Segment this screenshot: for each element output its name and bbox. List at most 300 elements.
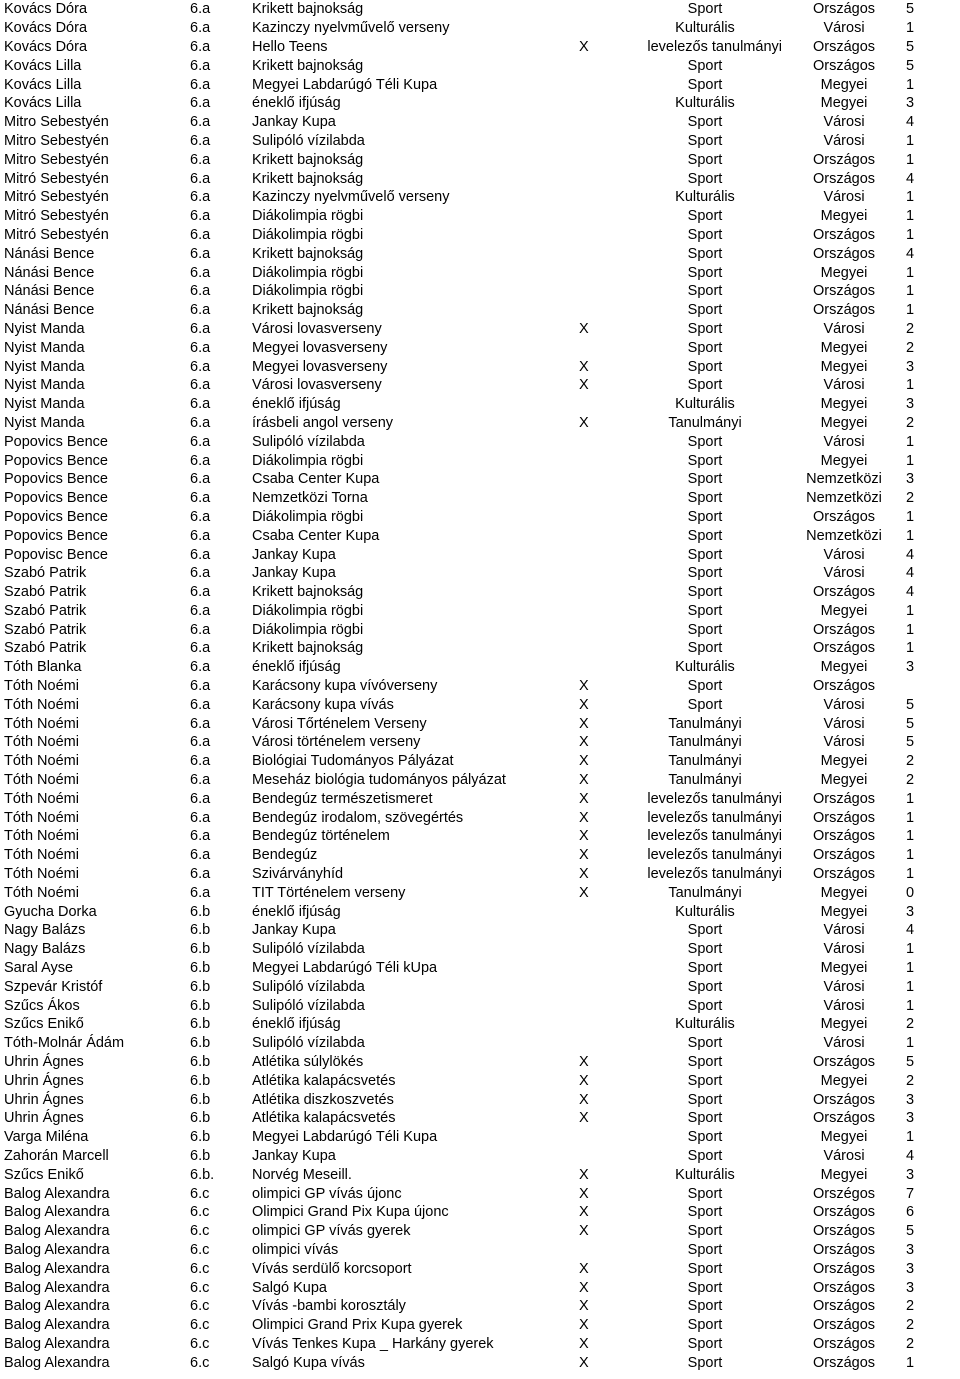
placement-cell: 1 bbox=[906, 508, 915, 525]
student-name-cell: Tóth Noémi bbox=[4, 790, 79, 807]
level-cell: Országos bbox=[812, 508, 876, 525]
placement-cell: 1 bbox=[906, 433, 915, 450]
mark-cell bbox=[578, 94, 628, 113]
placement-cell: 3 bbox=[906, 1091, 915, 1108]
level-cell: Országos bbox=[812, 1204, 876, 1221]
student-name-cell: Gyucha Dorka bbox=[4, 903, 97, 920]
level-cell: Városi bbox=[823, 1035, 865, 1052]
student-name-cell: Balog Alexandra bbox=[4, 1241, 110, 1258]
table-row bbox=[0, 996, 960, 1015]
mark-cell: X bbox=[579, 866, 589, 883]
table-row bbox=[0, 0, 960, 19]
mark-cell bbox=[578, 451, 628, 470]
table-row bbox=[0, 639, 960, 658]
student-name-cell: Szabó Patrik bbox=[4, 602, 87, 619]
class-cell: 6.a bbox=[190, 866, 211, 883]
table-row bbox=[0, 1034, 960, 1053]
placement-cell: 3 bbox=[906, 659, 915, 676]
category-cell: Sport bbox=[687, 226, 723, 243]
student-name-cell: Zahorán Marcell bbox=[4, 1148, 109, 1164]
competition-cell: Nemzetközi Torna bbox=[252, 490, 368, 507]
class-cell: 6.a bbox=[190, 170, 211, 187]
placement-cell: 3 bbox=[906, 396, 915, 413]
student-name-cell: Mitro Sebestyén bbox=[4, 132, 109, 149]
placement-cell: 1 bbox=[906, 809, 915, 826]
competition-cell: Szivárványhíd bbox=[252, 866, 344, 883]
student-name-cell: Mitró Sebestyén bbox=[4, 208, 109, 225]
category-cell: levelezős tanulmányi bbox=[647, 38, 782, 55]
competition-cell: Karácsony kupa vívóverseny bbox=[252, 678, 438, 695]
student-name-cell: Balog Alexandra bbox=[4, 1298, 110, 1315]
table-row bbox=[0, 883, 960, 902]
mark-cell bbox=[578, 282, 628, 301]
placement-cell: 1 bbox=[906, 132, 915, 149]
placement-cell: 5 bbox=[906, 1223, 915, 1240]
level-cell: Országos bbox=[812, 866, 876, 883]
category-cell: Sport bbox=[687, 283, 723, 300]
student-name-cell: Tóth Noémi bbox=[4, 678, 79, 695]
table-row bbox=[0, 658, 960, 677]
student-name-cell: Nyist Manda bbox=[4, 377, 85, 394]
table-row bbox=[0, 94, 960, 113]
competition-cell: Sulipóló vízilabda bbox=[252, 978, 365, 995]
table-row bbox=[0, 677, 960, 696]
class-cell: 6.a bbox=[190, 433, 211, 450]
competition-cell: Olimpici Grand Prix Kupa gyerek bbox=[252, 1317, 463, 1334]
class-cell: 6.a bbox=[190, 283, 211, 300]
class-cell: 6.a bbox=[190, 847, 211, 864]
student-name-cell: Tóth Noémi bbox=[4, 715, 79, 732]
student-name-cell: Nánási Bence bbox=[4, 302, 95, 319]
mark-cell: X bbox=[579, 847, 589, 864]
table-row bbox=[0, 132, 960, 151]
table-row bbox=[0, 564, 960, 583]
level-cell: Városi bbox=[823, 715, 865, 732]
category-cell: Sport bbox=[687, 358, 723, 375]
placement-cell: 2 bbox=[906, 414, 915, 431]
student-name-cell: Balog Alexandra bbox=[4, 1185, 110, 1202]
mark-cell: X bbox=[579, 1317, 589, 1334]
competition-cell: Vívás Tenkes Kupa _ Harkány gyerek bbox=[252, 1335, 494, 1352]
category-cell: Sport bbox=[687, 978, 723, 995]
placement-cell: 1 bbox=[906, 602, 915, 619]
table-row bbox=[0, 526, 960, 545]
mark-cell: X bbox=[579, 1335, 589, 1352]
table-row bbox=[0, 1128, 960, 1147]
level-cell: Nemzetközi bbox=[806, 490, 882, 507]
student-name-cell: Uhrin Ágnes bbox=[4, 1054, 84, 1071]
competition-cell: Sulipóló vízilabda bbox=[252, 997, 365, 1014]
mark-cell bbox=[578, 545, 628, 564]
table-row bbox=[0, 1053, 960, 1072]
mark-cell: X bbox=[579, 414, 589, 431]
placement-cell: 1 bbox=[906, 20, 915, 37]
class-cell: 6.b bbox=[190, 1129, 211, 1146]
mark-cell bbox=[578, 470, 628, 489]
class-cell: 6.b bbox=[190, 1016, 211, 1033]
student-name-cell: Mitró Sebestyén bbox=[4, 170, 109, 187]
table-row bbox=[0, 451, 960, 470]
placement-cell: 3 bbox=[906, 1166, 915, 1183]
mark-cell bbox=[578, 489, 628, 508]
competition-cell: Bendegúz bbox=[252, 847, 318, 864]
student-name-cell: Kovács Dóra bbox=[4, 1, 88, 18]
competition-cell: Városi lovasverseny bbox=[252, 320, 382, 337]
mark-cell: X bbox=[579, 1354, 589, 1371]
category-cell: Kulturális bbox=[675, 1016, 735, 1033]
competition-cell: Jankay Kupa bbox=[252, 565, 336, 582]
level-cell: Országos bbox=[812, 1298, 876, 1315]
class-cell: 6.b bbox=[190, 978, 211, 995]
student-name-cell: Tóth Blanka bbox=[4, 659, 82, 676]
table-row bbox=[0, 865, 960, 884]
placement-cell: 1 bbox=[906, 452, 915, 469]
level-cell: Országos bbox=[812, 57, 876, 74]
competition-cell: Hello Teens bbox=[252, 38, 328, 55]
competition-cell: Megyei lovasverseny bbox=[252, 339, 388, 356]
class-cell: 6.a bbox=[190, 884, 211, 901]
class-cell: 6.c bbox=[190, 1279, 210, 1296]
table-row bbox=[0, 902, 960, 921]
mark-cell bbox=[578, 620, 628, 639]
level-cell: Megyei bbox=[820, 95, 868, 112]
class-cell: 6.a bbox=[190, 790, 211, 807]
level-cell: Országos bbox=[812, 245, 876, 262]
mark-cell: X bbox=[579, 1260, 589, 1277]
competition-cell: Városi lovasverseny bbox=[252, 377, 382, 394]
mark-cell: X bbox=[579, 1279, 589, 1296]
mark-cell bbox=[578, 583, 628, 602]
level-cell: Városi bbox=[823, 320, 865, 337]
mark-cell: X bbox=[579, 696, 589, 713]
placement-cell: 2 bbox=[906, 320, 915, 337]
table-row bbox=[0, 263, 960, 282]
level-cell: Országos bbox=[812, 828, 876, 845]
table-row bbox=[0, 1316, 960, 1335]
competition-cell: Csaba Center Kupa bbox=[252, 527, 380, 544]
competition-cell: Diákolimpia rögbi bbox=[252, 283, 364, 300]
competition-cell: Sulipóló vízilabda bbox=[252, 1035, 365, 1052]
competition-cell: Diákolimpia rögbi bbox=[252, 602, 364, 619]
category-cell: Tanulmányi bbox=[668, 772, 742, 789]
placement-cell: 2 bbox=[906, 1072, 915, 1089]
class-cell: 6.a bbox=[190, 377, 211, 394]
category-cell: Sport bbox=[687, 339, 723, 356]
table-row bbox=[0, 921, 960, 940]
placement-cell: 1 bbox=[906, 377, 915, 394]
mark-cell bbox=[578, 150, 628, 169]
placement-cell: 3 bbox=[906, 1110, 915, 1127]
student-name-cell: Tóth Noémi bbox=[4, 847, 79, 864]
level-cell: Országos bbox=[812, 226, 876, 243]
table-row bbox=[0, 1241, 960, 1260]
level-cell: Országos bbox=[812, 1054, 876, 1071]
table-row bbox=[0, 320, 960, 339]
placement-cell: 1 bbox=[906, 283, 915, 300]
placement-cell: 1 bbox=[906, 1035, 915, 1052]
student-name-cell: Popovisc Bence bbox=[4, 546, 108, 563]
placement-cell: 1 bbox=[906, 1354, 915, 1371]
class-cell: 6.a bbox=[190, 76, 211, 93]
placement-cell: 2 bbox=[906, 1317, 915, 1334]
mark-cell: X bbox=[579, 828, 589, 845]
student-name-cell: Nagy Balázs bbox=[4, 941, 86, 958]
student-name-cell: Szabó Patrik bbox=[4, 565, 87, 582]
category-cell: Kulturális bbox=[675, 1166, 735, 1183]
student-name-cell: Tóth Noémi bbox=[4, 753, 79, 770]
placement-cell: 4 bbox=[906, 170, 915, 187]
category-cell: Sport bbox=[687, 621, 723, 638]
class-cell: 6.a bbox=[190, 471, 211, 488]
competition-cell: éneklő ifjúság bbox=[252, 95, 341, 112]
class-cell: 6.a bbox=[190, 20, 211, 37]
table-row bbox=[0, 207, 960, 226]
mark-cell: X bbox=[579, 1223, 589, 1240]
level-cell: Megyei bbox=[820, 1072, 868, 1089]
competition-cell: éneklő ifjúság bbox=[252, 659, 341, 676]
level-cell: Országos bbox=[812, 584, 876, 601]
level-cell: Orszégos bbox=[812, 1185, 876, 1202]
table-row bbox=[0, 714, 960, 733]
student-name-cell: Tóth Noémi bbox=[4, 696, 79, 713]
level-cell: Országos bbox=[812, 790, 876, 807]
category-cell: Sport bbox=[687, 1335, 723, 1352]
category-cell: Sport bbox=[687, 132, 723, 149]
student-name-cell: Kovács Lilla bbox=[4, 57, 82, 74]
category-cell: Kulturális bbox=[675, 903, 735, 920]
class-cell: 6.a bbox=[190, 452, 211, 469]
category-cell: Sport bbox=[687, 377, 723, 394]
category-cell: Sport bbox=[687, 1, 723, 18]
class-cell: 6.a bbox=[190, 734, 211, 751]
category-cell: Sport bbox=[687, 922, 723, 939]
level-cell: Országos bbox=[812, 640, 876, 657]
competition-cell: írásbeli angol verseny bbox=[252, 414, 394, 431]
placement-cell: 3 bbox=[906, 903, 915, 920]
table-row bbox=[0, 1090, 960, 1109]
table-row bbox=[0, 583, 960, 602]
mark-cell bbox=[578, 1015, 628, 1034]
mark-cell bbox=[578, 0, 628, 19]
level-cell: Országos bbox=[812, 1091, 876, 1108]
placement-cell: 1 bbox=[906, 1129, 915, 1146]
student-name-cell: Popovics Bence bbox=[4, 527, 108, 544]
table-row bbox=[0, 282, 960, 301]
student-name-cell: Szpevár Kristóf bbox=[4, 978, 103, 995]
class-cell: 6.a bbox=[190, 565, 211, 582]
competition-cell: Bendegúz irodalom, szövegértés bbox=[252, 809, 464, 826]
table-row bbox=[0, 508, 960, 527]
competition-cell: Bendegúz történelem bbox=[252, 828, 390, 845]
mark-cell bbox=[578, 1147, 628, 1166]
mark-cell: X bbox=[579, 377, 589, 394]
placement-cell bbox=[906, 677, 960, 696]
class-cell: 6.b bbox=[190, 922, 211, 939]
mark-cell: X bbox=[579, 715, 589, 732]
competition-cell: éneklő ifjúság bbox=[252, 1016, 341, 1033]
placement-cell: 7 bbox=[906, 1185, 915, 1202]
mark-cell: X bbox=[579, 1054, 589, 1071]
competition-cell: Krikett bajnokság bbox=[252, 170, 364, 187]
mark-cell bbox=[578, 996, 628, 1015]
competition-cell: Kazinczy nyelvművelő verseny bbox=[252, 189, 450, 206]
table-row bbox=[0, 752, 960, 771]
level-cell: Városi bbox=[823, 997, 865, 1014]
table-row bbox=[0, 188, 960, 207]
competition-cell: Norvég Meseill. bbox=[252, 1166, 352, 1183]
mark-cell: X bbox=[579, 1298, 589, 1315]
class-cell: 6.a bbox=[190, 659, 211, 676]
mark-cell bbox=[578, 639, 628, 658]
class-cell: 6.b. bbox=[190, 1166, 215, 1183]
level-cell: Országos bbox=[812, 1335, 876, 1352]
level-cell: Országos bbox=[812, 621, 876, 638]
competition-cell: Vívás serdülő korcsoport bbox=[252, 1260, 412, 1277]
level-cell: Megyei bbox=[820, 960, 868, 977]
competition-cell: Csaba Center Kupa bbox=[252, 471, 380, 488]
placement-cell: 4 bbox=[906, 565, 915, 582]
student-name-cell: Nánási Bence bbox=[4, 264, 95, 281]
class-cell: 6.a bbox=[190, 264, 211, 281]
category-cell: Sport bbox=[687, 433, 723, 450]
mark-cell: X bbox=[579, 1110, 589, 1127]
mark-cell: X bbox=[579, 358, 589, 375]
category-cell: Sport bbox=[687, 264, 723, 281]
category-cell: Sport bbox=[687, 960, 723, 977]
class-cell: 6.b bbox=[190, 903, 211, 920]
mark-cell bbox=[578, 977, 628, 996]
category-cell: Sport bbox=[687, 1129, 723, 1146]
class-cell: 6.a bbox=[190, 151, 211, 168]
class-cell: 6.b bbox=[190, 1148, 211, 1164]
student-name-cell: Szűcs Ákos bbox=[4, 997, 80, 1014]
class-cell: 6.a bbox=[190, 57, 211, 74]
competition-cell: Krikett bajnokság bbox=[252, 640, 364, 657]
student-name-cell: Kovács Dóra bbox=[4, 20, 88, 37]
category-cell: Tanulmányi bbox=[668, 734, 742, 751]
placement-cell: 4 bbox=[906, 245, 915, 262]
placement-cell: 5 bbox=[906, 57, 915, 74]
student-name-cell: Popovics Bence bbox=[4, 508, 108, 525]
placement-cell: 3 bbox=[906, 1279, 915, 1296]
category-cell: Sport bbox=[687, 678, 723, 695]
student-name-cell: Tóth Noémi bbox=[4, 809, 79, 826]
student-name-cell: Nánási Bence bbox=[4, 245, 95, 262]
placement-cell: 3 bbox=[906, 358, 915, 375]
competition-cell: Megyei lovasverseny bbox=[252, 358, 388, 375]
class-cell: 6.c bbox=[190, 1204, 210, 1221]
mark-cell bbox=[578, 19, 628, 38]
student-name-cell: Mitro Sebestyén bbox=[4, 151, 109, 168]
student-name-cell: Szabó Patrik bbox=[4, 621, 87, 638]
category-cell: Sport bbox=[687, 1241, 723, 1258]
competition-cell: Sulipóló vízilabda bbox=[252, 132, 365, 149]
competition-cell: Salgó Kupa bbox=[252, 1279, 327, 1296]
mark-cell bbox=[578, 56, 628, 75]
student-name-cell: Balog Alexandra bbox=[4, 1204, 110, 1221]
class-cell: 6.a bbox=[190, 753, 211, 770]
mark-cell: X bbox=[579, 38, 589, 55]
category-cell: levelezős tanulmányi bbox=[647, 828, 782, 845]
competition-cell: Diákolimpia rögbi bbox=[252, 621, 364, 638]
level-cell: Országos bbox=[812, 678, 876, 695]
class-cell: 6.a bbox=[190, 621, 211, 638]
placement-cell: 1 bbox=[906, 960, 915, 977]
class-cell: 6.a bbox=[190, 132, 211, 149]
class-cell: 6.c bbox=[190, 1335, 210, 1352]
student-name-cell: Mitró Sebestyén bbox=[4, 226, 109, 243]
mark-cell bbox=[578, 395, 628, 414]
table-row bbox=[0, 432, 960, 451]
level-cell: Városi bbox=[823, 114, 865, 131]
table-row bbox=[0, 1147, 960, 1166]
placement-cell: 1 bbox=[906, 790, 915, 807]
mark-cell bbox=[578, 959, 628, 978]
class-cell: 6.c bbox=[190, 1354, 210, 1371]
category-cell: Sport bbox=[687, 1054, 723, 1071]
mark-cell bbox=[578, 207, 628, 226]
competition-cell: olimpici GP vívás gyerek bbox=[252, 1223, 411, 1240]
table-row bbox=[0, 301, 960, 320]
category-cell: Sport bbox=[687, 57, 723, 74]
mark-cell: X bbox=[579, 1072, 589, 1089]
class-cell: 6.a bbox=[190, 508, 211, 525]
competition-cell: éneklő ifjúság bbox=[252, 903, 341, 920]
student-name-cell: Tóth-Molnár Ádám bbox=[4, 1035, 125, 1052]
competition-cell: Salgó Kupa vívás bbox=[252, 1354, 365, 1371]
student-name-cell: Balog Alexandra bbox=[4, 1317, 110, 1334]
category-cell: Sport bbox=[687, 640, 723, 657]
mark-cell bbox=[578, 226, 628, 245]
category-cell: levelezős tanulmányi bbox=[647, 809, 782, 826]
mark-cell: X bbox=[579, 320, 589, 337]
level-cell: Megyei bbox=[820, 602, 868, 619]
competition-cell: Biológiai Tudományos Pályázat bbox=[252, 753, 454, 770]
level-cell: Városi bbox=[823, 1148, 865, 1164]
competition-cell: Atlétika kalapácsvetés bbox=[252, 1110, 396, 1127]
class-cell: 6.a bbox=[190, 396, 211, 413]
level-cell: Megyei bbox=[820, 1129, 868, 1146]
level-cell: Országos bbox=[812, 1317, 876, 1334]
class-cell: 6.c bbox=[190, 1185, 210, 1202]
class-cell: 6.b bbox=[190, 960, 211, 977]
table-row bbox=[0, 1278, 960, 1297]
mark-cell bbox=[578, 188, 628, 207]
placement-cell: 2 bbox=[906, 1016, 915, 1033]
class-cell: 6.a bbox=[190, 640, 211, 657]
category-cell: Tanulmányi bbox=[668, 414, 742, 431]
class-cell: 6.a bbox=[190, 1, 211, 18]
class-cell: 6.a bbox=[190, 772, 211, 789]
mark-cell: X bbox=[579, 1185, 589, 1202]
placement-cell: 1 bbox=[906, 828, 915, 845]
table-row bbox=[0, 357, 960, 376]
student-name-cell: Balog Alexandra bbox=[4, 1223, 110, 1240]
student-name-cell: Saral Ayse bbox=[4, 960, 74, 977]
student-name-cell: Szabó Patrik bbox=[4, 584, 87, 601]
category-cell: Sport bbox=[687, 1298, 723, 1315]
student-name-cell: Szűcs Enikő bbox=[4, 1016, 84, 1033]
category-cell: Sport bbox=[687, 1354, 723, 1371]
competition-cell: Jankay Kupa bbox=[252, 546, 336, 563]
class-cell: 6.a bbox=[190, 809, 211, 826]
level-cell: Országos bbox=[812, 1, 876, 18]
level-cell: Városi bbox=[823, 20, 865, 37]
level-cell: Városi bbox=[823, 132, 865, 149]
placement-cell: 2 bbox=[906, 1298, 915, 1315]
table-row bbox=[0, 150, 960, 169]
category-cell: levelezős tanulmányi bbox=[647, 866, 782, 883]
